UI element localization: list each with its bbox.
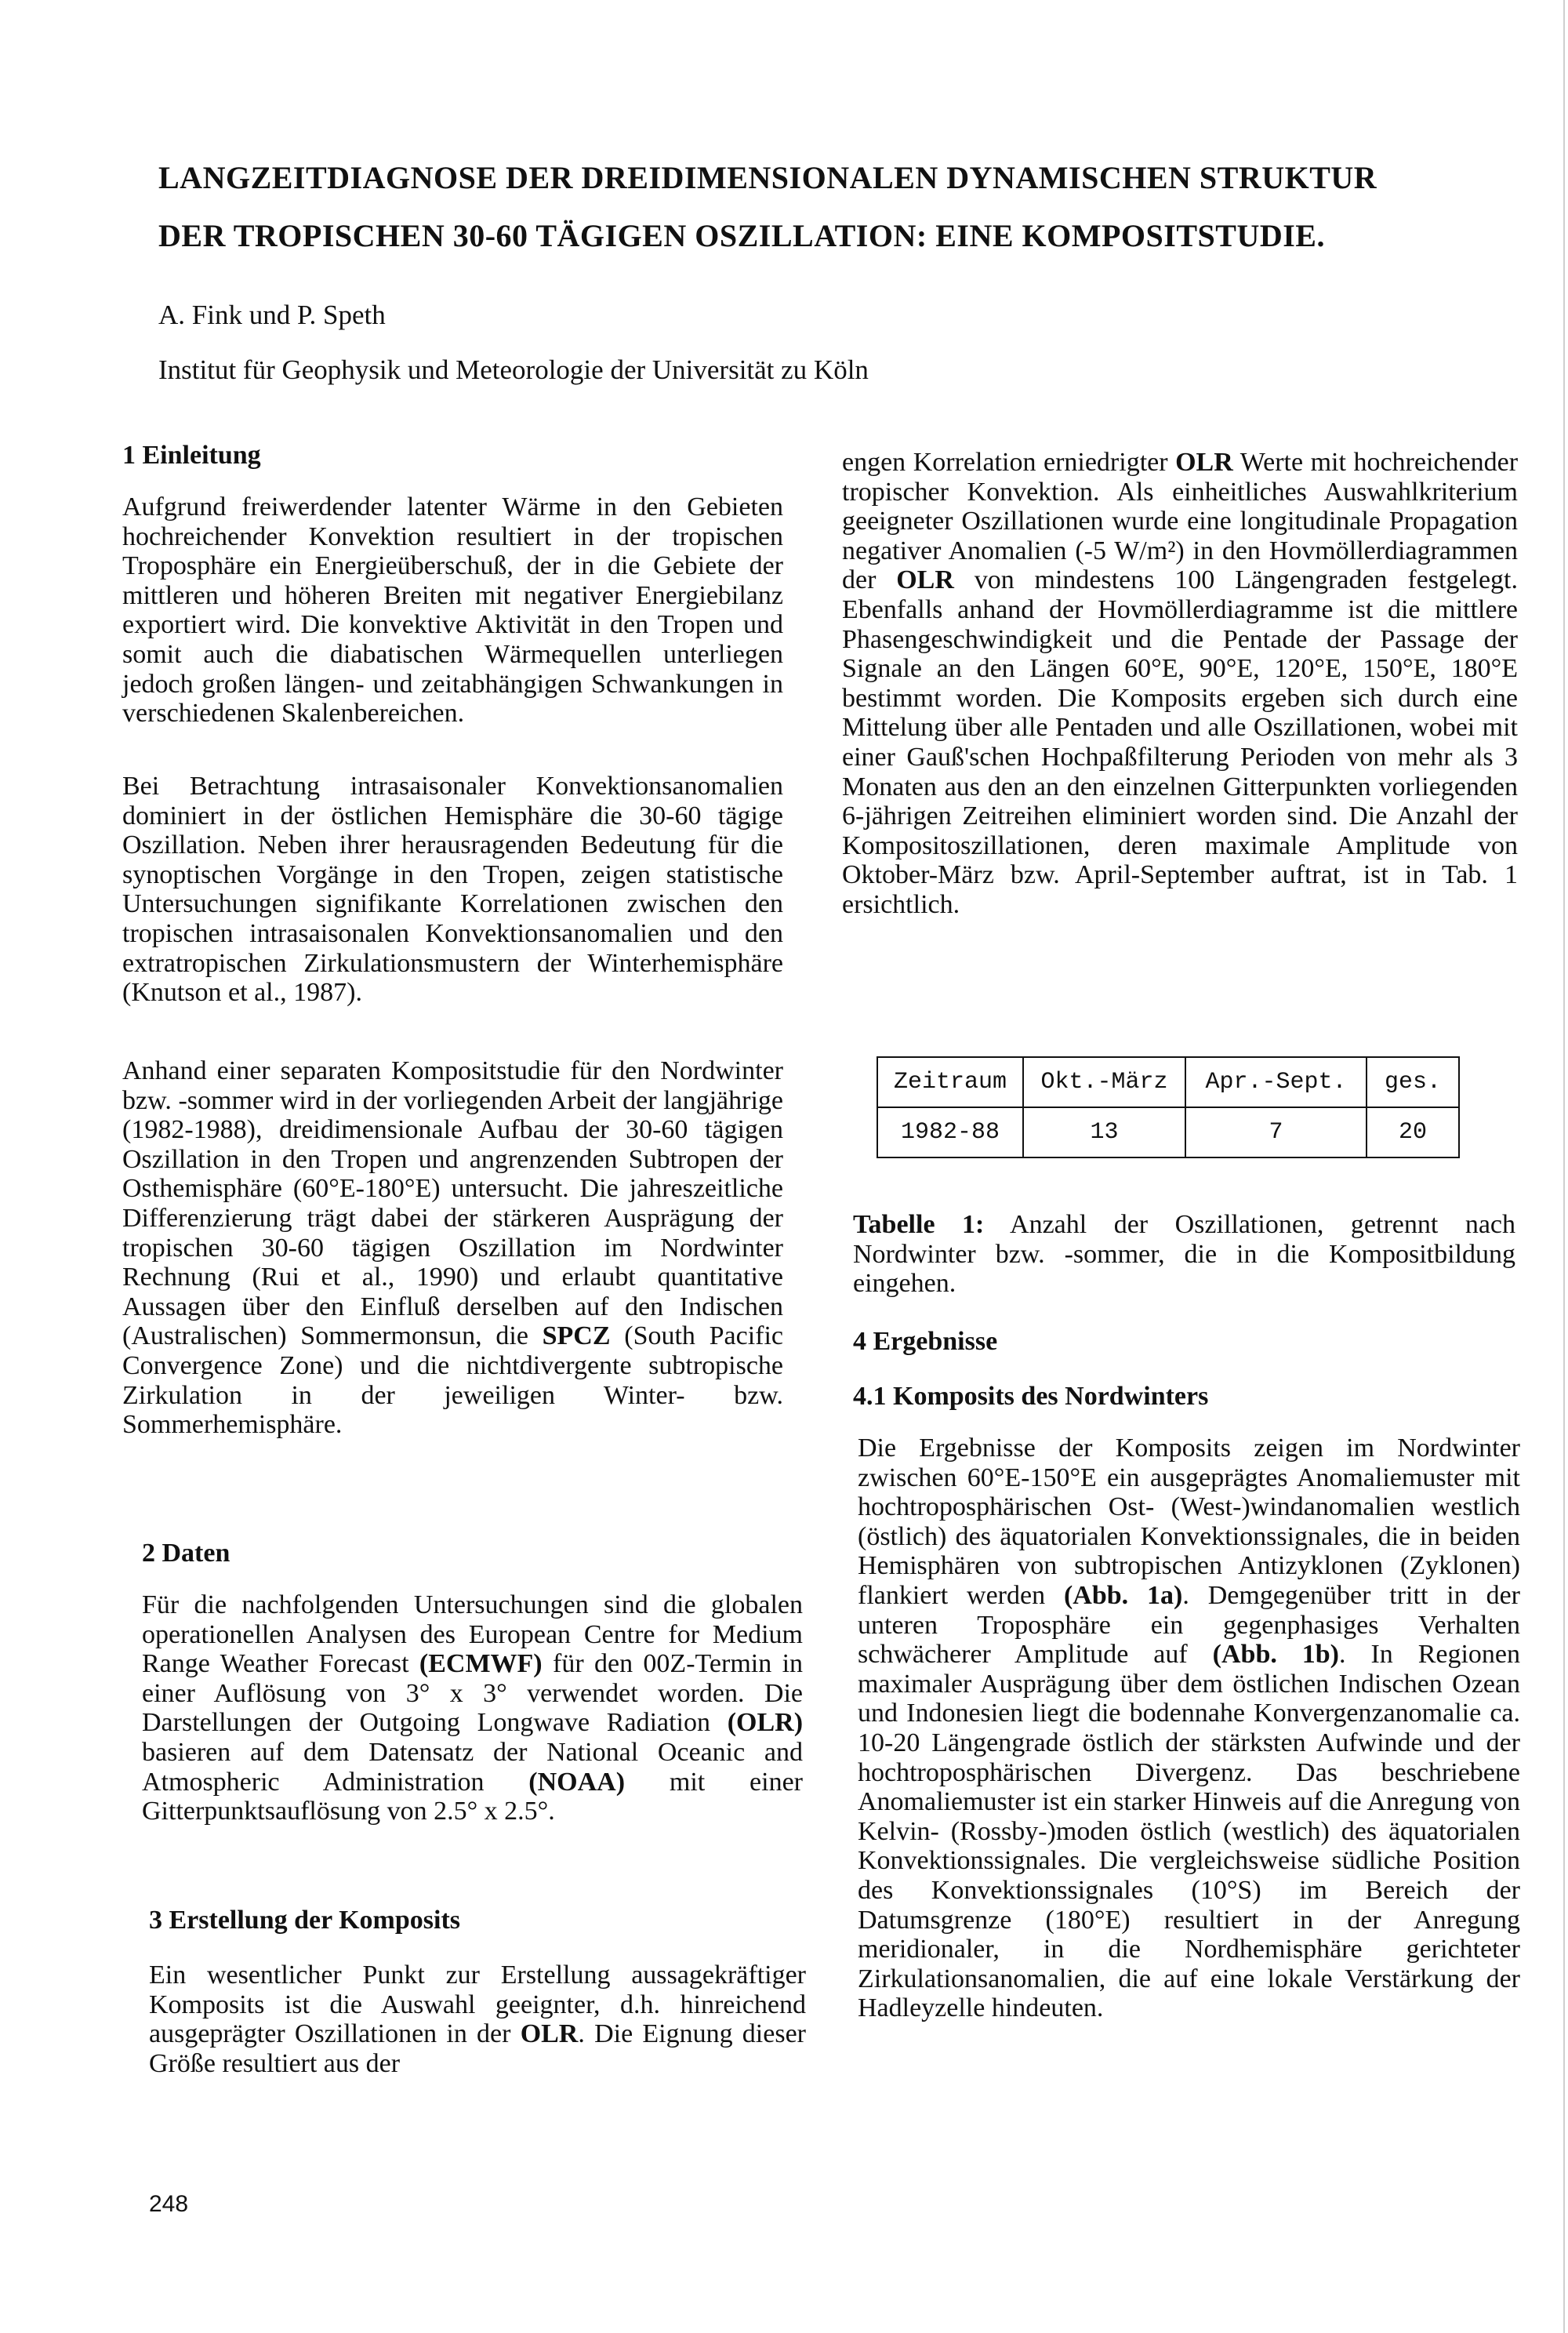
table-cell: 7 bbox=[1185, 1107, 1367, 1157]
section-4-1-paragraph bbox=[858, 1434, 1520, 2023]
olr-term: (OLR) bbox=[727, 1708, 804, 1738]
section-1-paragraph-2: Bei Betrachtung intrasaisonaler Konvektionsanomalien dominiert in der östlichen Hemisphäre die 30-60 tägige Oszillation. Neben ihrer herausragenden Bedeutung für die synoptischen Vorgänge in den Tropen, zeigen statistische Untersuchungen signifikante Korrelationen zwischen den tropischen intrasaisonalen Konvektionsanomalien und den extratropischen Zirkulationsmustern der Winterhemisphäre (Knutson et al., 1987). bbox=[122, 772, 783, 1008]
table-header-cell: ges. bbox=[1367, 1057, 1459, 1107]
caption-text: Anzahl der Oszillationen, getrennt nach Nordwinter bzw. -sommer, die in die Kompositbildung eingehen. bbox=[853, 1210, 1515, 1299]
table-header-cell: Okt.-März bbox=[1023, 1057, 1185, 1107]
olr-term: OLR bbox=[1175, 448, 1233, 477]
noaa-term: (NOAA) bbox=[528, 1767, 626, 1797]
s3-cont-text-b: Werte mit hochreichender tropischer Konvektion. Als einheitliches Auswahlkriterium geeigneter Oszillationen wurde eine longitudinale Propagation negativer Anomalien (-5 W/m²) in den Hovmöllerdiagrammen der bbox=[842, 448, 1519, 595]
section-1-paragraph-3 bbox=[122, 1056, 783, 1440]
s41-text-b: . Demgegenüber tritt in der unteren Troposphäre ein gegenphasiges Verhalten schwächerer Amplitude auf bbox=[858, 1580, 1520, 1670]
table-cell: 1982-88 bbox=[877, 1107, 1023, 1157]
section-3-paragraph-right bbox=[842, 448, 1518, 920]
table-row bbox=[877, 1107, 1459, 1157]
s41-text-a: Die Ergebnisse der Komposits zeigen im Nordwinter zwischen 60°E-150°E ein ausgeprägtes Anomaliemuster mit hochtroposphärischen Ost- (West-)windanomalien westlich (östlich) des äquatorialen Konvektionssignales, die in beiden Hemisphären von subtropischen Antizyklonen (Zyklonen) flankiert werden bbox=[858, 1434, 1520, 1610]
section-4-heading: 4 Ergebnisse bbox=[853, 1327, 998, 1356]
oscillation-table bbox=[877, 1056, 1460, 1158]
section-1-paragraph-1: Aufgrund freiwerdender latenter Wärme in den Gebieten hochreichender Konvektion resultiert in der tropischen Troposphäre ein Energieüberschuß, der in die Gebiete der mittleren und höheren Breiten mit negativer Energiebilanz exportiert wird. Die konvektive Aktivität in den Tropen und somit auch die diabatischen Wärmequellen unterliegen jedoch großen längen- und zeitabhängigen Schwankungen in verschiedenen Skalenbereichen. bbox=[122, 492, 783, 729]
section-3-paragraph-left bbox=[149, 1961, 806, 2078]
table-caption bbox=[853, 1210, 1515, 1299]
title-line-1: LANGZEITDIAGNOSE DER DREIDIMENSIONALEN DYNAMISCHEN STRUKTUR bbox=[158, 160, 1377, 195]
olr-term: OLR bbox=[520, 2019, 579, 2049]
s1-p3-text-a: Anhand einer separaten Kompositstudie für den Nordwinter bzw. -sommer wird in der vorliegenden Arbeit der langjährige (1982-1988), dreidimensionale Aufbau der 30-60 tägigen Oszillation in den Tropen und angrenzenden Subtropen der Osthemisphäre (60°E-180°E) untersucht. Die jahreszeitliche Differenzierung trägt dabei der stärkeren Ausprägung der tropischen 30-60 tägigen Oszillation im Nordwinter Rechnung (Rui et al., 1990) und erlaubt quantitative Aussagen über den Einfluß derselben auf den Indischen (Australischen) Sommermonsun, die bbox=[122, 1056, 783, 1351]
figure-ref-1b: (Abb. 1b) bbox=[1212, 1640, 1340, 1670]
s3-text-b: . Die Eignung dieser Größe resultiert aus der bbox=[149, 2019, 806, 2078]
table-header-cell: Zeitraum bbox=[877, 1057, 1023, 1107]
section-1-heading: 1 Einleitung bbox=[122, 441, 261, 470]
table-cell: 13 bbox=[1023, 1107, 1185, 1157]
table-header-row bbox=[877, 1057, 1459, 1107]
s1-p3-text-b: (South Pacific Convergence Zone) und die nichtdivergente subtropische Zirkulation in der jeweiligen Winter- bzw. Sommerhemisphäre. bbox=[122, 1321, 784, 1440]
figure-ref-1a: (Abb. 1a) bbox=[1063, 1580, 1183, 1610]
authors: A. Fink und P. Speth bbox=[158, 300, 386, 330]
s3-cont-text-c: von mindestens 100 Längengraden festgelegt. Ebenfalls anhand der Hovmöllerdiagramme ist die mittlere Phasengeschwindigkeit und die Pentade der Passage der Signale an den Längen 60°E, 90°E, 120°E, 150°E, 180°E bestimmt worden. Die Komposits ergeben sich durch eine Mittelung über alle Pentaden und alle Oszillationen, wobei mit einer Gauß'schen Hochpaßfilterung Perioden von mehr als 3 Monaten aus den an den einzelnen Gitterpunkten vorliegenden 6-jährigen Zeitreihen eliminiert worden sind. Die Anzahl der Kompositoszillationen, deren maximale Amplitude von Oktober-März bzw. April-September auftrat, ist in Tab. 1 ersichtlich. bbox=[842, 565, 1518, 919]
section-4-1-heading: 4.1 Komposits des Nordwinters bbox=[853, 1382, 1209, 1411]
olr-term: OLR bbox=[896, 565, 954, 595]
s41-text-c: . In Regionen maximaler Ausprägung über dem östlichen Indischen Ozean und Indonesien liegt die bodennahe Konvergenzanomalie ca. 10-20 Längengrade östlich der stärksten Aufwinde und der hochtroposphärischen Divergenz. Das beschriebene Anomaliemuster ist ein starker Hinweis auf die Anregung von Kelvin- (Rossby-)moden östlich (westlich) des äquatorialen Konvektionssignales. Die vergleichsweise südliche Position des Konvektionssignales (10°S) im Bereich der Datumsgrenze (180°E) resultiert in der Anregung meridionaler, in die Nordhemisphäre gerichteter Zirkulationsanomalien, die auf eine lokale Verstärkung der Hadleyzelle hindeuten. bbox=[858, 1640, 1520, 2023]
table-cell: 20 bbox=[1367, 1107, 1459, 1157]
s2-text-a: Für die nachfolgenden Untersuchungen sind die globalen operationellen Analysen des European Centre for Medium Range Weather Forecast bbox=[142, 1590, 803, 1679]
section-3-heading: 3 Erstellung der Komposits bbox=[149, 1906, 461, 1935]
caption-label: Tabelle 1: bbox=[853, 1210, 985, 1239]
s3-text-a: Ein wesentlicher Punkt zur Erstellung aussagekräftiger Komposits ist die Auswahl geeignter, d.h. hinreichend ausgeprägter Oszillationen in der bbox=[149, 1961, 806, 2049]
s2-text-c: basieren auf dem Datensatz der National Oceanic and Atmospheric Administration bbox=[142, 1737, 803, 1797]
institute: Institut für Geophysik und Meteorologie der Universität zu Köln bbox=[158, 354, 869, 385]
ecmwf-term: (ECMWF) bbox=[419, 1649, 543, 1679]
table-header-cell: Apr.-Sept. bbox=[1185, 1057, 1367, 1107]
page-number: 248 bbox=[149, 2191, 189, 2217]
s2-text-d: mit einer Gitterpunktsauflösung von 2.5° x 2.5°. bbox=[142, 1767, 803, 1826]
s3-cont-text-a: engen Korrelation erniedrigter bbox=[842, 448, 1168, 477]
spcz-term: SPCZ bbox=[542, 1321, 611, 1351]
s2-text-b: für den 00Z-Termin in einer Auflösung von 3° x 3° verwendet worden. Die Darstellungen der Outgoing Longwave Radiation bbox=[142, 1649, 804, 1738]
title-line-2: DER TROPISCHEN 30-60 TÄGIGEN OSZILLATION: EINE KOMPOSITSTUDIE. bbox=[158, 218, 1325, 253]
page-edge-line bbox=[1563, 0, 1565, 2333]
paper-title bbox=[158, 149, 1491, 265]
section-2-paragraph bbox=[142, 1590, 803, 1826]
section-2-heading: 2 Daten bbox=[142, 1539, 230, 1568]
